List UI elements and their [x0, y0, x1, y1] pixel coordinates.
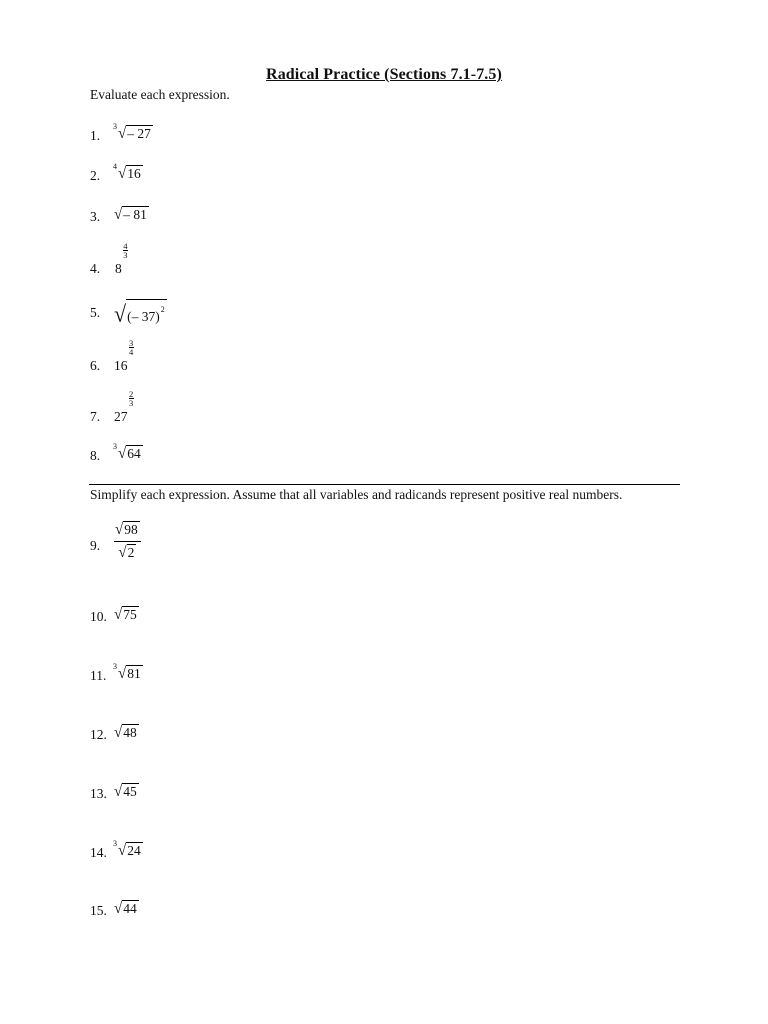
square-root: √98 — [115, 521, 138, 539]
problem-11-expression — [113, 662, 143, 683]
fourth-root: 4 √16 — [113, 162, 141, 183]
page-title: Radical Practice (Sections 7.1-7.5) — [266, 66, 502, 83]
problem-number: 4. — [90, 261, 101, 276]
problem-14-expression — [113, 839, 143, 860]
problem-4-expression — [115, 241, 128, 277]
problem-12-expression — [114, 724, 139, 742]
square-root: √2 — [118, 544, 135, 562]
problem-number: 14. — [90, 845, 107, 860]
rational-exponent: 8 $\frac{4}{3}$ — [115, 241, 128, 276]
problem-number: 7. — [90, 409, 101, 424]
square-root: √45 — [114, 783, 137, 801]
cube-root: 3 √81 — [113, 662, 141, 683]
cube-root: 3 √64 — [113, 442, 141, 463]
problem-10-expression — [114, 606, 139, 624]
problem-5-expression — [114, 299, 167, 327]
rational-exponent: 16 $\frac{3}{4}$ — [114, 338, 134, 373]
cube-root: 3 √24 — [113, 839, 141, 860]
problem-number: 11. — [90, 668, 107, 683]
square-root: √75 — [114, 606, 137, 624]
square-root: √(– 37)$^2$ — [114, 300, 165, 327]
problem-number: 6. — [90, 358, 101, 373]
radical-fraction — [114, 521, 141, 562]
rational-exponent: 27 $\frac{2}{3}$ — [114, 389, 134, 424]
problem-number: 2. — [90, 168, 101, 183]
problem-number: 12. — [90, 727, 107, 742]
section1-instruction: Evaluate each expression. — [90, 87, 230, 102]
section-divider — [89, 484, 680, 485]
problem-13-expression — [114, 783, 139, 801]
problem-number: 1. — [90, 128, 101, 143]
square-root: √48 — [114, 724, 137, 742]
problem-number: 10. — [90, 609, 107, 624]
problem-9-expression — [114, 521, 141, 562]
cube-root: 3 √– 27 — [113, 122, 151, 143]
problem-number: 8. — [90, 448, 101, 463]
section2-instruction: Simplify each expression. Assume that all variables and radicands represent positive real numbers. — [90, 487, 623, 502]
problem-8-expression — [113, 442, 143, 463]
square-root: √– 81 — [114, 206, 147, 224]
problem-number: 13. — [90, 786, 107, 801]
problem-1-expression — [113, 122, 153, 143]
problem-number: 3. — [90, 209, 101, 224]
problem-3-expression — [114, 206, 149, 224]
problem-number: 15. — [90, 903, 107, 918]
problem-2-expression — [113, 162, 143, 183]
problem-6-expression — [114, 338, 134, 374]
problem-number: 5. — [90, 305, 101, 320]
square-root: √44 — [114, 900, 137, 918]
problem-7-expression — [114, 389, 134, 425]
problem-number: 9. — [90, 538, 101, 553]
problem-15-expression — [114, 900, 139, 918]
